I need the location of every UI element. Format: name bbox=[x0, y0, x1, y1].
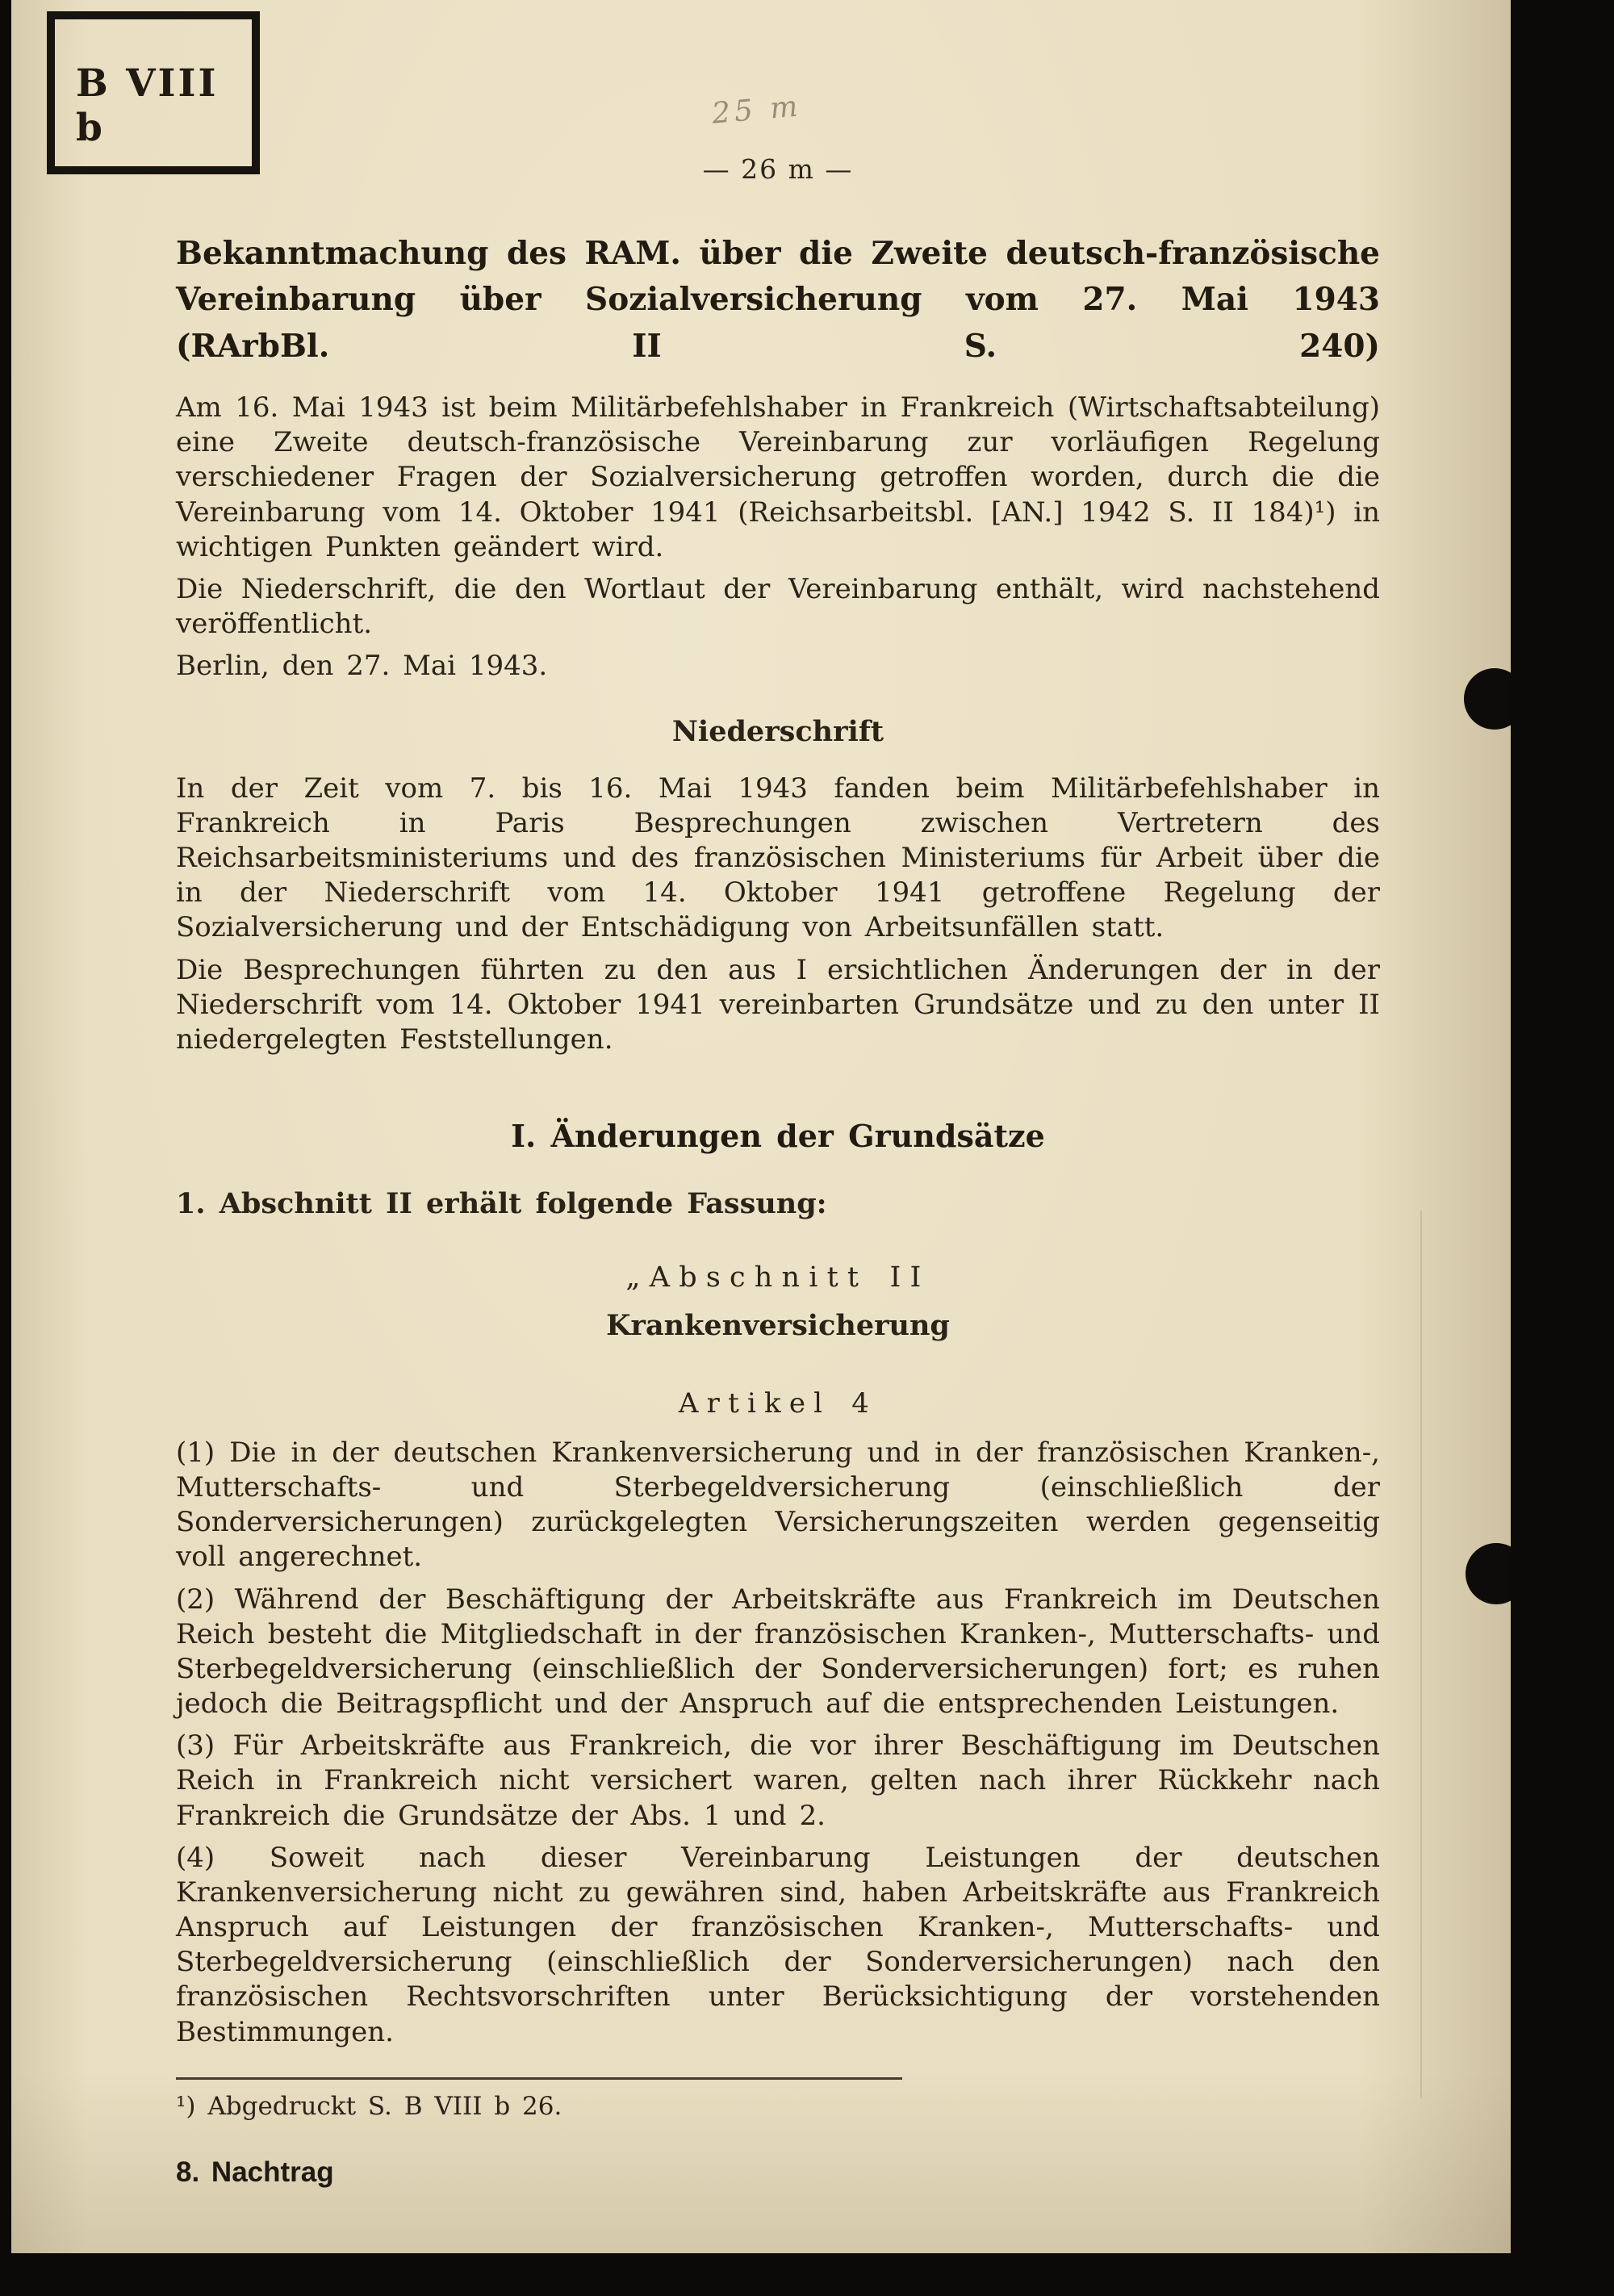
nachtrag-label: 8. Nachtrag bbox=[176, 2156, 334, 2189]
document-body bbox=[176, 231, 1380, 2198]
footnote: ¹) Abgedruckt S. B VIII b 26. bbox=[176, 2091, 562, 2121]
classification-label: B VIII b bbox=[76, 61, 219, 150]
artikel-paragraph: (4) Soweit nach dieser Vereinbarung Leistungen der deutschen Krankenversicherung nicht zu gewähren sind, haben Arbeitskräfte aus Frankreich Anspruch auf Leistungen der französischen Kranken-, Mutterschafts- und Sterbegeldversicherung (einschließlich der Sonderversicherungen) nach den französischen Rechtsvorschriften unter Berücksichtigung der vorstehenden Bestimmungen. bbox=[176, 1841, 1380, 2048]
artikel-paragraph: (3) Für Arbeitskräfte aus Frankreich, die vor ihrer Beschäftigung im Deutschen Reich in Frankreich nicht versichert waren, gelten nach ihrer Rückkehr nach Frankreich die Grundsätze der Abs. 1 und 2. bbox=[176, 1729, 1380, 1832]
item-line: 1. Abschnitt II erhält folgende Fassung: bbox=[176, 1187, 827, 1221]
document-title: Bekanntmachung des RAM. über die Zweite deutsch-französische Vereinbarung über Sozialversicherung vom 27. Mai 1943 (RArbBl. II S. 240) bbox=[176, 235, 1380, 365]
section-heading: I. Änderungen der Grundsätze bbox=[511, 1118, 1045, 1155]
page-number: — 26 m — bbox=[702, 153, 854, 185]
scan-edge-bottom bbox=[0, 2253, 1614, 2296]
classification-box bbox=[47, 11, 260, 174]
abschnitt-subheading: Krankenversicherung bbox=[606, 1309, 950, 1343]
niederschrift-paragraph: Die Besprechungen führten zu den aus I ersichtlichen Änderungen der in der Niederschrift vom 14. Oktober 1941 vereinbarten Grundsätze und zu den unter II niedergelegten Feststellungen. bbox=[176, 953, 1380, 1056]
paper-page bbox=[11, 0, 1511, 2253]
niederschrift-heading: Niederschrift bbox=[671, 715, 884, 749]
artikel-heading: Artikel 4 bbox=[678, 1386, 878, 1420]
intro-paragraph: Die Niederschrift, die den Wortlaut der Vereinbarung enthält, wird nachstehend veröffentlicht. bbox=[176, 572, 1380, 641]
scan-edge-left bbox=[0, 0, 11, 2296]
footnote-rule bbox=[176, 2077, 902, 2080]
handwritten-annotation: 25 m bbox=[710, 90, 803, 131]
abschnitt-heading: „Abschnitt II bbox=[625, 1261, 930, 1294]
artikel-paragraph: (2) Während der Beschäftigung der Arbeitskräfte aus Frankreich im Deutschen Reich besteht die Mitgliedschaft in der französischen Kranken-, Mutterschafts- und Sterbegeldversicherung (einschließlich der Sonderversicherungen) fort; es ruhen jedoch die Beitragspflicht und der Anspruch auf die entsprechenden Leistungen. bbox=[176, 1583, 1380, 1721]
date-line: Berlin, den 27. Mai 1943. bbox=[176, 650, 548, 683]
niederschrift-paragraph: In der Zeit vom 7. bis 16. Mai 1943 fanden beim Militärbefehlshaber in Frankreich in Paris Besprechungen zwischen Vertretern des Reichsarbeitsministeriums und des französischen Ministeriums für Arbeit über die in der Niederschrift vom 14. Oktober 1941 getroffene Regelung der Sozialversicherung und der Entschädigung von Arbeitsunfällen statt. bbox=[176, 772, 1380, 944]
scan-edge-right bbox=[1511, 0, 1614, 2296]
artikel-paragraph: (1) Die in der deutschen Krankenversicherung und in der französischen Kranken-, Mutterschafts- und Sterbegeldversicherung (einschließlich der Sonderversicherungen) zurückgelegten Versicherungszeiten werden gegenseitig voll angerechnet. bbox=[176, 1436, 1380, 1574]
paper-crease bbox=[1420, 1211, 1422, 2098]
intro-paragraph: Am 16. Mai 1943 ist beim Militärbefehlshaber in Frankreich (Wirtschaftsabteilung) eine Zweite deutsch-französische Vereinbarung zur vorläufigen Regelung verschiedener Fragen der Sozialversicherung getroffen worden, durch die die Vereinbarung vom 14. Oktober 1941 (Reichsarbeitsbl. [AN.] 1942 S. II 184)¹) in wichtigen Punkten geändert wird. bbox=[176, 391, 1380, 563]
